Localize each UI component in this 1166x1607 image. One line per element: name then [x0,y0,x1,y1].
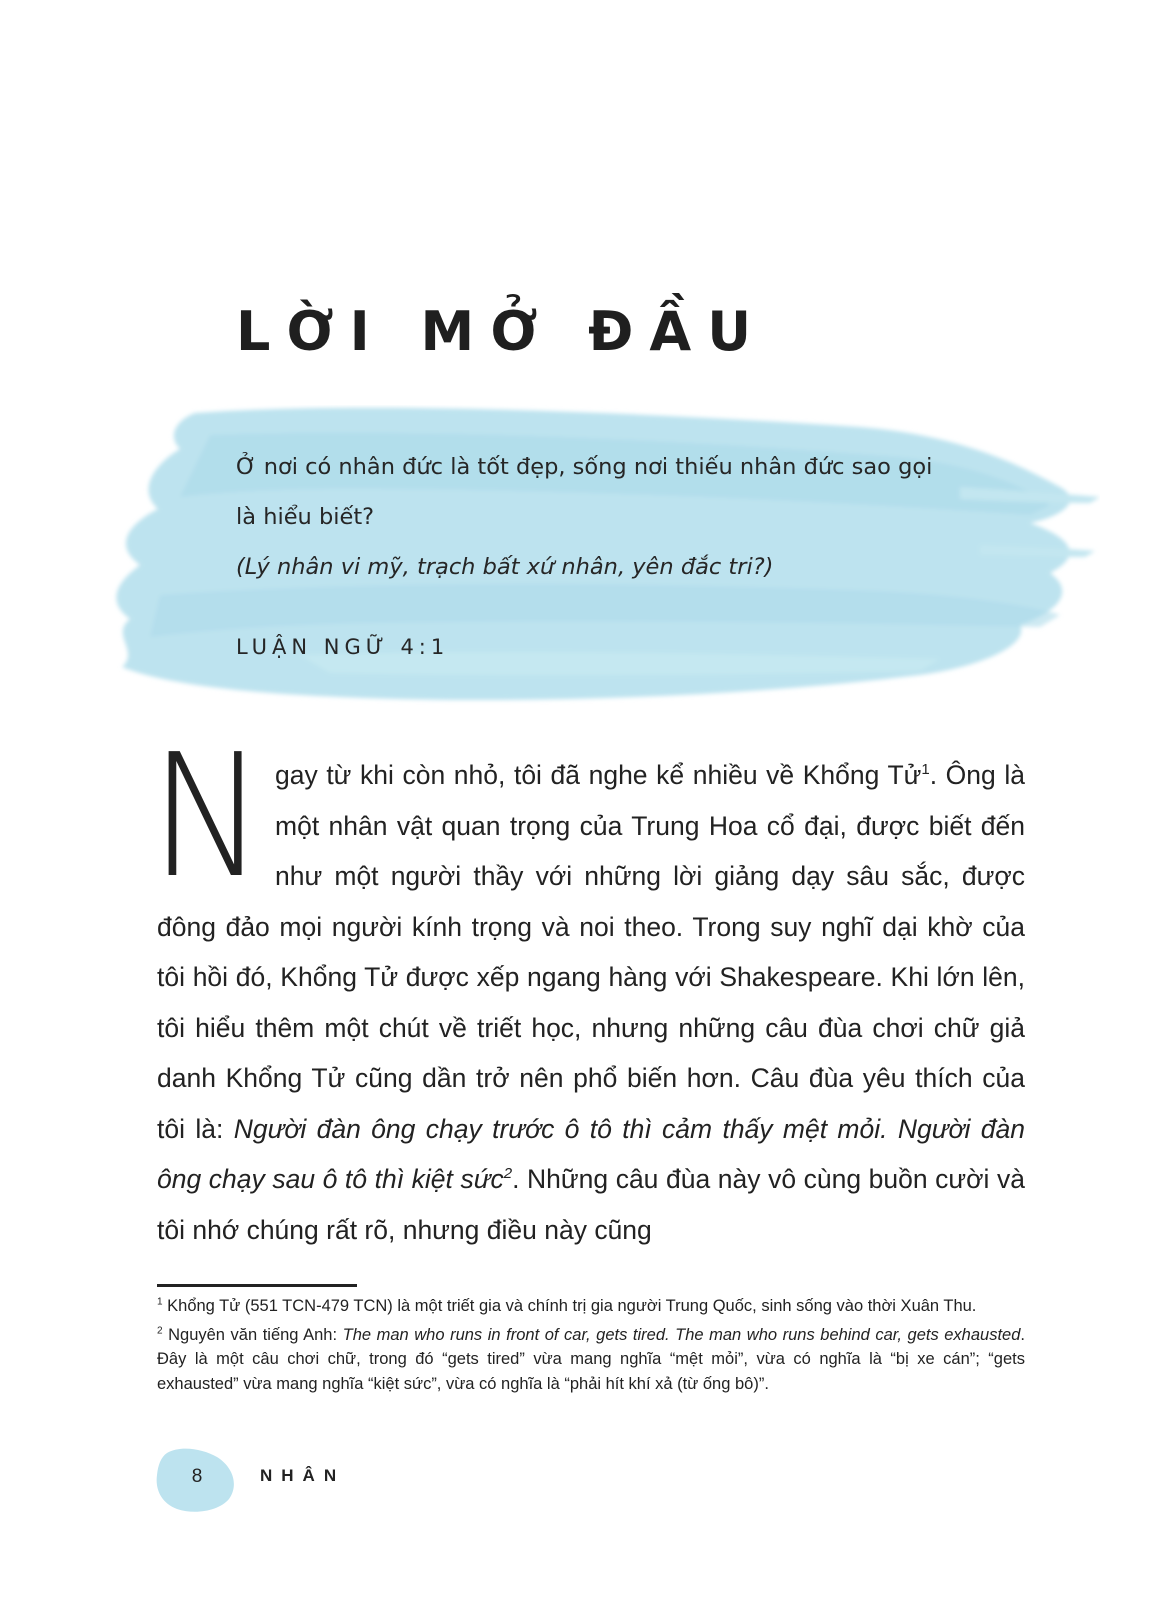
footnote-text: Nguyên văn tiếng Anh: [162,1325,343,1344]
epigraph-line: Ở nơi có nhân đức là tốt đẹp, sống nơi thiếu nhân đức sao gọi [236,454,933,480]
body-text-segment: . Ông là một nhân vật quan trọng của Trung Hoa cổ đại, được biết đến như một người thầy với những lời giảng dạy sâu sắc, được đông đảo mọi người kính trọng và noi theo. Trong suy nghĩ dại khờ của tôi hồi đó, Khổng Tử được xếp ngang hàng với Shakespeare. Khi lớn lên, tôi hiểu thêm một chút về triết học, nhưng những câu đùa chơi chữ giả danh Khổng Tử cũng dần trở nên phổ biến hơn. Câu đùa yêu thích của tôi là: [157,760,1025,1144]
footnotes [157,1294,1025,1400]
body-paragraph [157,750,1025,1255]
epigraph-line: là hiểu biết? [236,504,375,530]
running-head: NHÂN [260,1466,346,1485]
epigraph-translation: (Lý nhân vi mỹ, trạch bất xứ nhân, yên đắc tri?) [236,554,774,580]
footnote-divider [157,1284,357,1287]
footnote-text: . Đây là một câu chơi chữ, trong đó “gets tired” vừa mang nghĩa “mệt mỏi”, vừa có nghĩa là “bị xe cán”; “gets exhausted” vừa mang nghĩa “kiệt sức”, vừa có nghĩa là “phải hít khí xả (từ ống bô)”. [157,1325,1025,1393]
footnote-2 [157,1323,1025,1397]
body-text-segment: gay từ khi còn nhỏ, tôi đã nghe kể nhiều về Khổng Tử [275,760,922,790]
footnote-mark: 2 [157,1325,163,1336]
page-number: 8 [191,1466,203,1487]
drop-cap-space [157,750,275,900]
footnote-1 [157,1294,1025,1319]
body-italic-joke: Người đàn ông chạy trước ô tô thì cảm thấy mệt mỏi. Người đàn ông chạy sau ô tô thì kiệt sức [157,1113,1025,1194]
drop-cap-letter: N [150,730,265,895]
footnote-ref-2: 2 [503,1165,513,1183]
footnote-text: Khổng Tử (551 TCN-479 TCN) là một triết gia và chính trị gia người Trung Quốc, sinh sống vào thời Xuân Thu. [162,1297,977,1315]
chapter-title: LỜI MỞ ĐẦU [236,300,768,363]
body-text-segment: . Những câu đùa này vô cùng buồn cười và tôi nhớ chúng rất rõ, nhưng điều này cũng [157,1164,1025,1245]
footnote-ref-1: 1 [921,761,930,779]
epigraph-source: LUẬN NGỮ 4:1 [236,635,450,659]
footnote-mark: 1 [157,1296,163,1308]
footnote-italic: The man who runs in front of car, gets tired. The man who runs behind car, gets exhausted [342,1325,1021,1344]
